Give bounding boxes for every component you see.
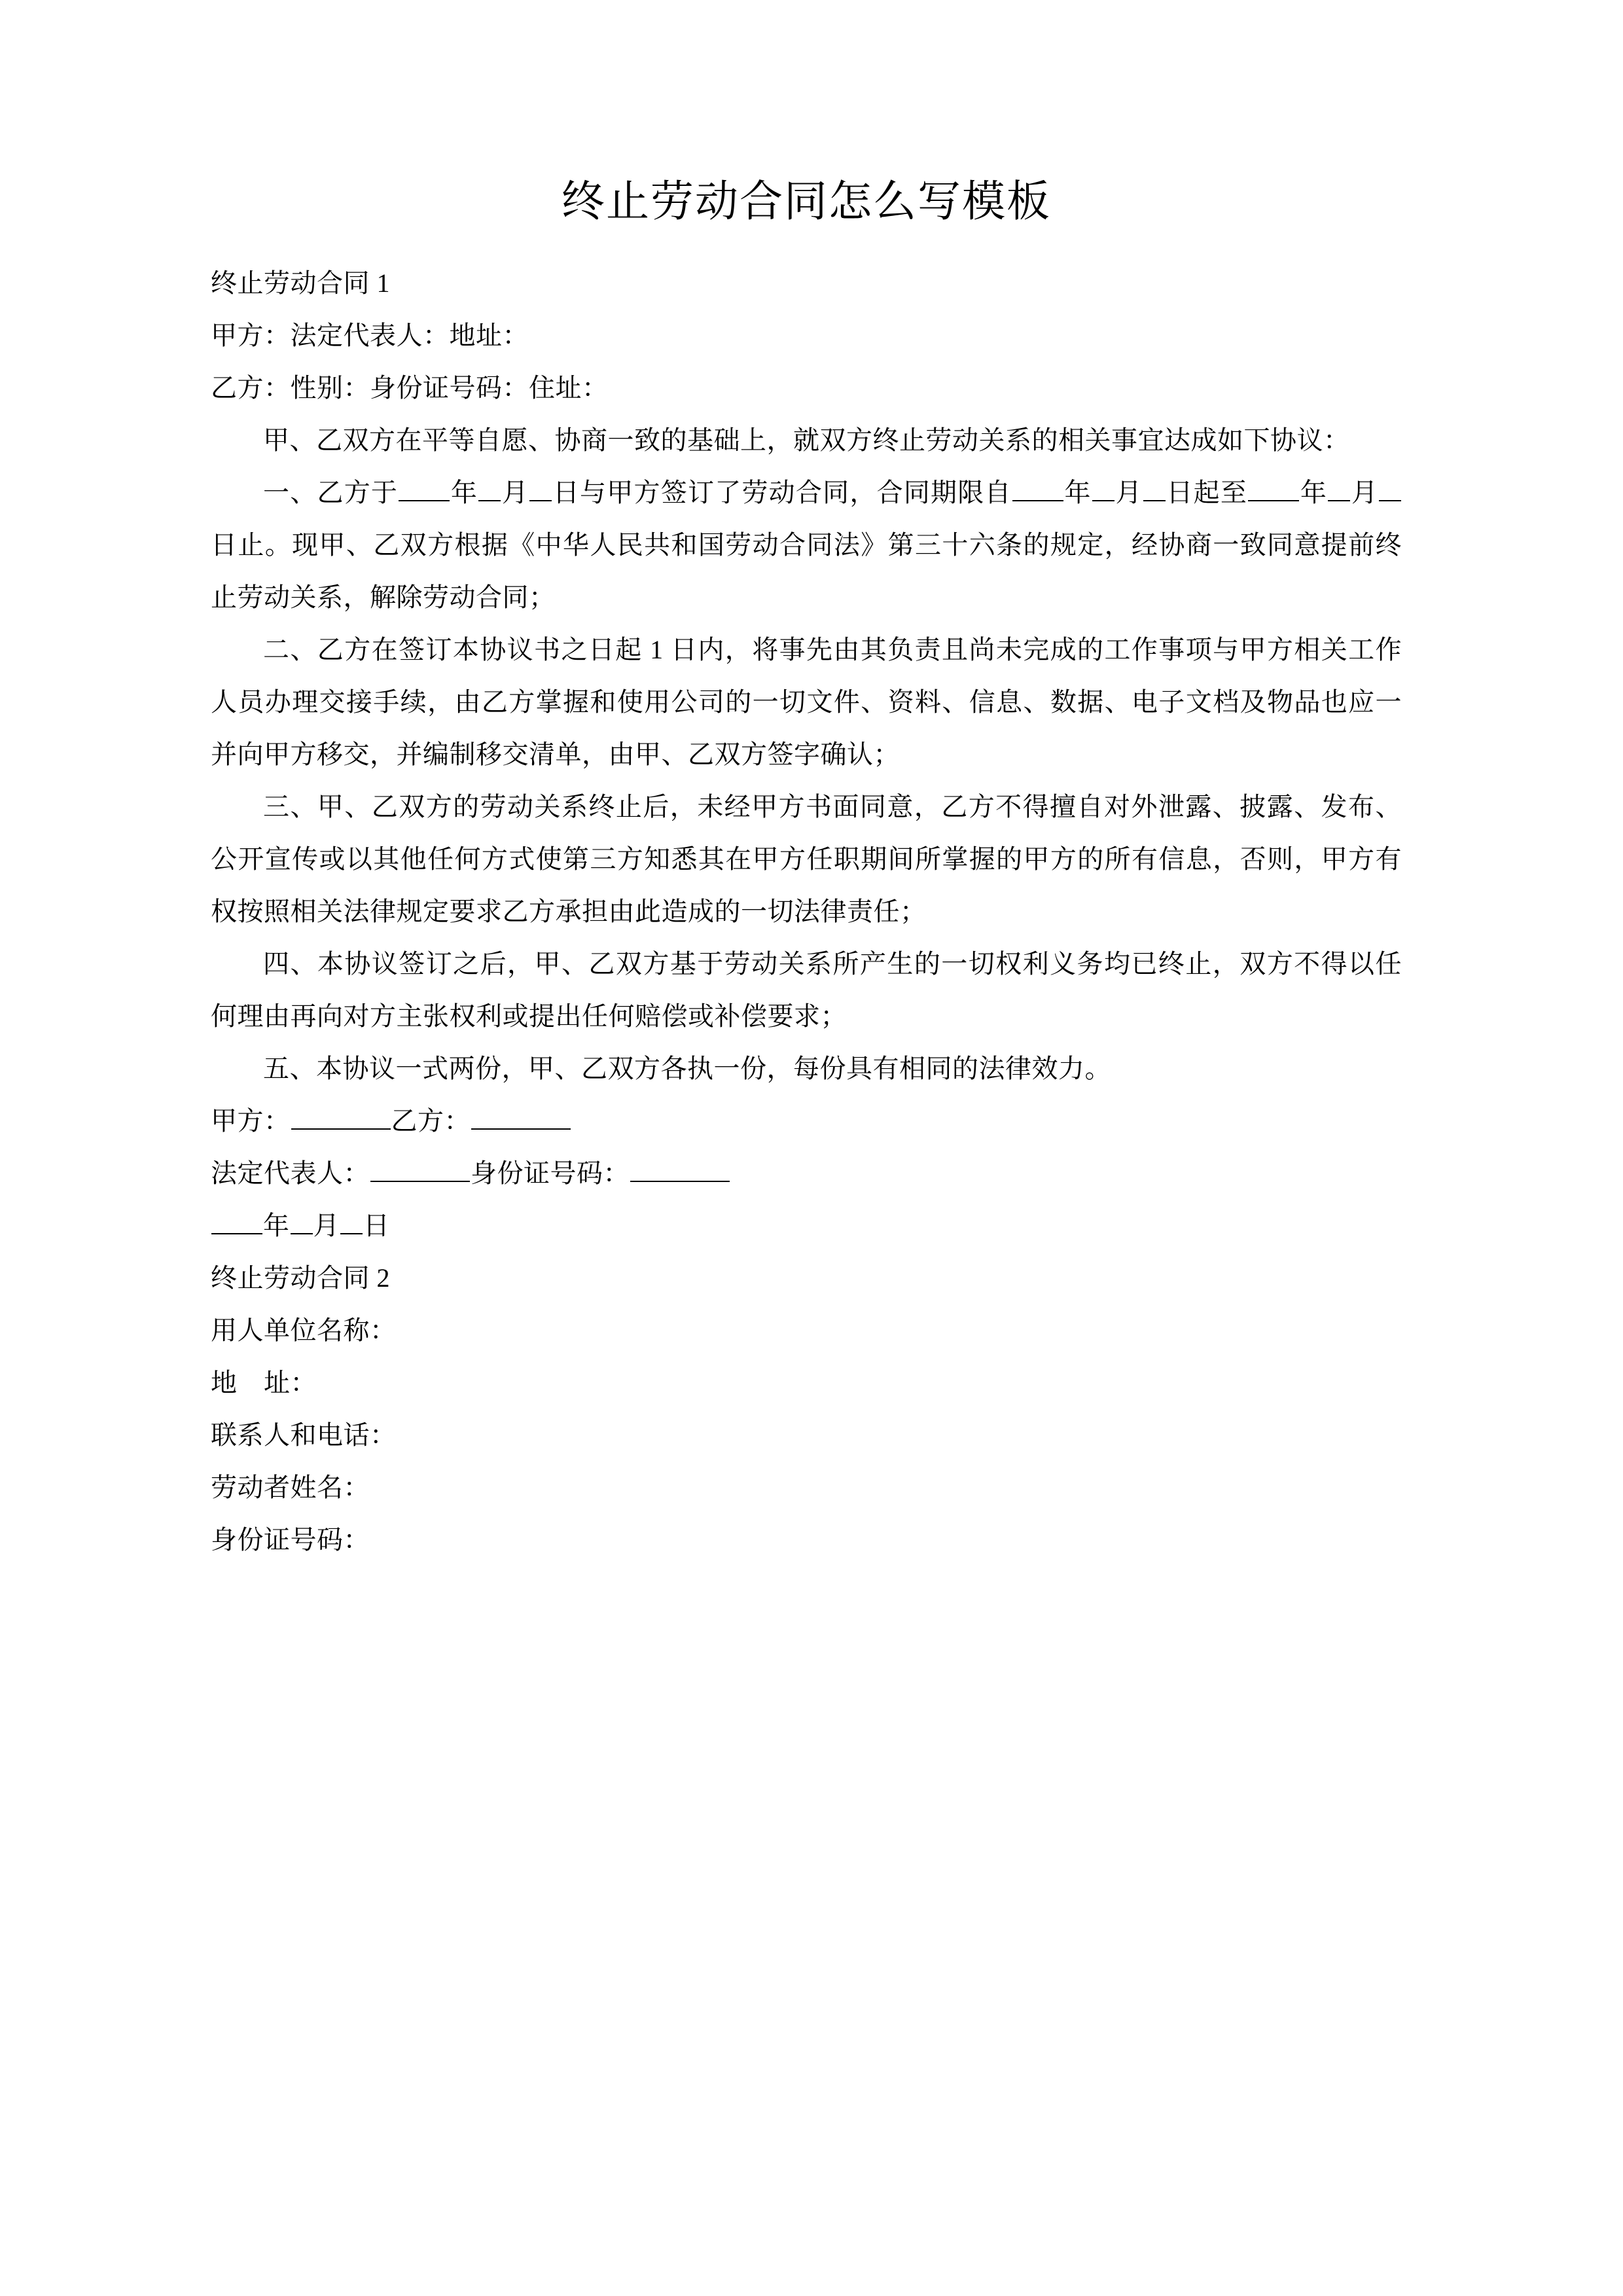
signature-date-line <box>211 1200 1402 1252</box>
clause-1-text-part-1: 一、乙方于 <box>263 477 399 507</box>
signature-party-b-label: 乙方： <box>391 1105 471 1136</box>
field-contact-person-phone-label: 联系人和电话： <box>211 1420 397 1450</box>
clause-1-text-part-8: 年 <box>1300 477 1328 507</box>
party-b-info-line: 乙方：性别：身份证号码：住址： <box>211 372 609 403</box>
legal-representative-blank <box>370 1155 470 1182</box>
clause-1-day-blank-1 <box>529 474 552 501</box>
signature-legal-rep-line <box>211 1147 1402 1200</box>
section-2-heading: 终止劳动合同 2 <box>211 1263 390 1293</box>
clause-1-text-part-7: 日起至 <box>1166 477 1248 507</box>
party-a-info-line: 甲方：法定代表人：地址： <box>211 320 529 350</box>
clause-1-text-part-4: 日与甲方签订了劳动合同，合同期限自 <box>552 477 1012 507</box>
clause-1-year-blank-2 <box>1012 474 1063 501</box>
clause-1-text-part-3: 月 <box>501 477 529 507</box>
signature-party-a-blank <box>291 1102 391 1130</box>
clause-4-paragraph: 四、本协议签订之后，甲、乙双方基于劳动关系所产生的一切权利义务均已终止，双方不得以任何理由再向对方主张权利或提出任何赔偿或补偿要求； <box>211 948 1402 1031</box>
clause-1-year-blank-1 <box>399 474 450 501</box>
signature-date-month-label: 月 <box>313 1210 340 1240</box>
preamble-paragraph: 甲、乙双方在平等自愿、协商一致的基础上，就双方终止劳动关系的相关事宜达成如下协议： <box>263 425 1350 455</box>
clause-1-text-part-6: 月 <box>1115 477 1143 507</box>
field-address-label: 地 址： <box>211 1367 317 1397</box>
clause-3-paragraph: 三、甲、乙双方的劳动关系终止后，未经甲方书面同意，乙方不得擅自对外泄露、披露、发布、公开宣传或以其他任何方式使第三方知悉其在甲方任职期间所掌握的甲方的所有信息，否则，甲方有权按照相关法律规定要求乙方承担由此造成的一切法律责任； <box>211 791 1402 926</box>
clause-1-text-part-2: 年 <box>450 477 478 507</box>
document-content <box>211 0 1402 1566</box>
page-title: 终止劳动合同怎么写模板 <box>562 178 1051 226</box>
clause-1-year-blank-3 <box>1248 474 1299 501</box>
clause-5-paragraph: 五、本协议一式两份，甲、乙双方各执一份，每份具有相同的法律效力。 <box>263 1053 1111 1083</box>
signature-date-year-blank <box>211 1207 262 1234</box>
clause-1-month-blank-1 <box>478 474 501 501</box>
signature-id-number-blank <box>630 1155 730 1182</box>
clause-1-text-part-5: 年 <box>1063 477 1092 507</box>
field-id-number-label: 身份证号码： <box>211 1524 370 1554</box>
clause-1-text-part-9: 月 <box>1351 477 1379 507</box>
signature-party-b-blank <box>471 1102 571 1130</box>
field-worker-name-label: 劳动者姓名： <box>211 1472 370 1502</box>
signature-parties-line <box>211 1095 1402 1147</box>
clause-1-month-blank-2 <box>1092 474 1115 501</box>
clause-1-paragraph <box>211 467 1402 624</box>
signature-date-month-blank <box>291 1207 313 1234</box>
signature-date-day-blank <box>340 1207 363 1234</box>
signature-date-day-label: 日 <box>363 1210 390 1240</box>
clause-1-day-blank-3 <box>1379 474 1401 501</box>
clause-2-paragraph: 二、乙方在签订本协议书之日起 1 日内，将事先由其负责且尚未完成的工作事项与甲方相关工作人员办理交接手续，由乙方掌握和使用公司的一切文件、资料、信息、数据、电子文档及物品也应一并向甲方移交，并编制移交清单，由甲、乙双方签字确认； <box>211 634 1402 769</box>
legal-representative-label: 法定代表人： <box>211 1158 370 1188</box>
clause-1-day-blank-2 <box>1143 474 1166 501</box>
field-employer-name-label: 用人单位名称： <box>211 1315 397 1345</box>
signature-party-a-label: 甲方： <box>211 1105 291 1136</box>
clause-1-month-blank-3 <box>1328 474 1350 501</box>
signature-id-number-label: 身份证号码： <box>471 1158 630 1188</box>
clause-1-text-part-10: 日止。现甲、乙双方根据《中华人民共和国劳动合同法》第三十六条的规定，经协商一致同意提前终止劳动关系，解除劳动合同； <box>211 529 1402 612</box>
signature-date-year-label: 年 <box>263 1210 290 1240</box>
section-1-heading: 终止劳动合同 1 <box>211 268 390 298</box>
